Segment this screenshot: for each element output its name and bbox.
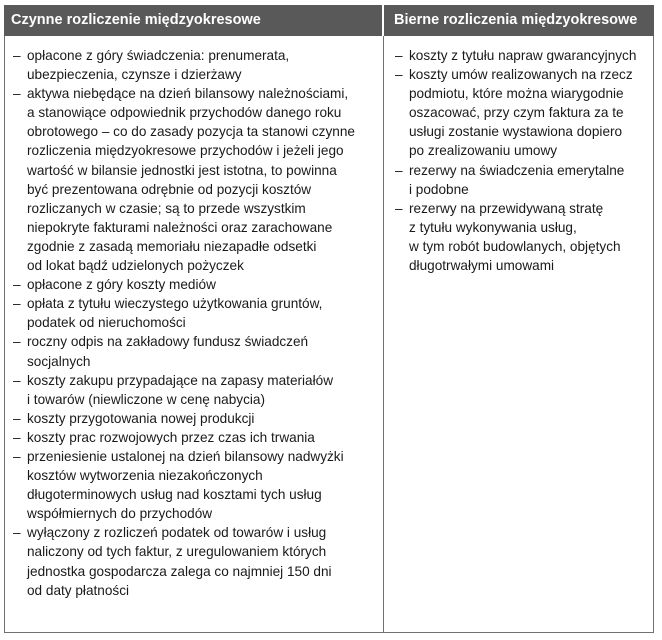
list-item: – koszty przygotowania nowej produkcji [13,409,378,428]
list-item: – opłacone z góry świadczenia: prenumerata, ubezpieczenia, czynsze i dzierżawy [13,46,378,84]
list-item: – koszty zakupu przypadające na zapasy materiałów i towarów (niewliczone w cenę nabycia) [13,371,378,409]
list-item: – koszty z tytułu napraw gwarancyjnych [395,46,650,65]
list-item: – rezerwy na przewidywaną stratę z tytułu wykonywania usług, w tym robót budowlanych, objętych długotrwałymi umowami [395,199,650,275]
list-item: – opłata z tytułu wieczystego użytkowania gruntów, podatek od nieruchomości [13,294,378,332]
list-item: – wyłączony z rozliczeń podatek od towarów i usług naliczony od tych faktur, z uregulowaniem których jednostka gospodarcza zalega co najmniej 150 dni od daty płatności [13,523,378,599]
column-divider [383,36,384,633]
list-item: – roczny odpis na zakładowy fundusz świadczeń socjalnych [13,332,378,370]
list-item: – aktywa niebędące na dzień bilansowy należnościami, a stanowiące odpowiednik przychodów danego roku obrotowego – co do zasady pozycja ta stanowi czynne rozliczenia międzyokresowe przychodów i jeżeli jego wartość w bilansie jednostki jest istotna, to powinna być prezentowana odrębnie od pozycji kosztów rozliczanych w czasie; są to przede wszystkim niepokryte fakturami należności oraz zarachowane zgodnie z zasadą memoriału niezapadłe odsetki od lokat bądź udzielonych pożyczek [13,84,378,275]
passive-accruals-list [395,46,650,275]
accruals-table [4,5,654,633]
list-item: – opłacone z góry koszty mediów [13,275,378,294]
header-passive-accruals: Bierne rozliczenia międzyokresowe [384,5,654,36]
list-item: – rezerwy na świadczenia emerytalne i podobne [395,161,650,199]
list-item: – koszty prac rozwojowych przez czas ich trwania [13,428,378,447]
header-active-accruals: Czynne rozliczenie międzyokresowe [4,5,382,36]
list-item: – koszty umów realizowanych na rzecz podmiotu, które można wiarygodnie oszacować, przy czym faktura za te usługi zostanie wystawiona dopiero po zrealizowaniu umowy [395,65,650,160]
active-accruals-list [13,46,378,600]
list-item: – przeniesienie ustalonej na dzień bilansowy nadwyżki kosztów wytworzenia niezakończonych długoterminowych usług nad kosztami tych usług współmiernych do przychodów [13,447,378,523]
